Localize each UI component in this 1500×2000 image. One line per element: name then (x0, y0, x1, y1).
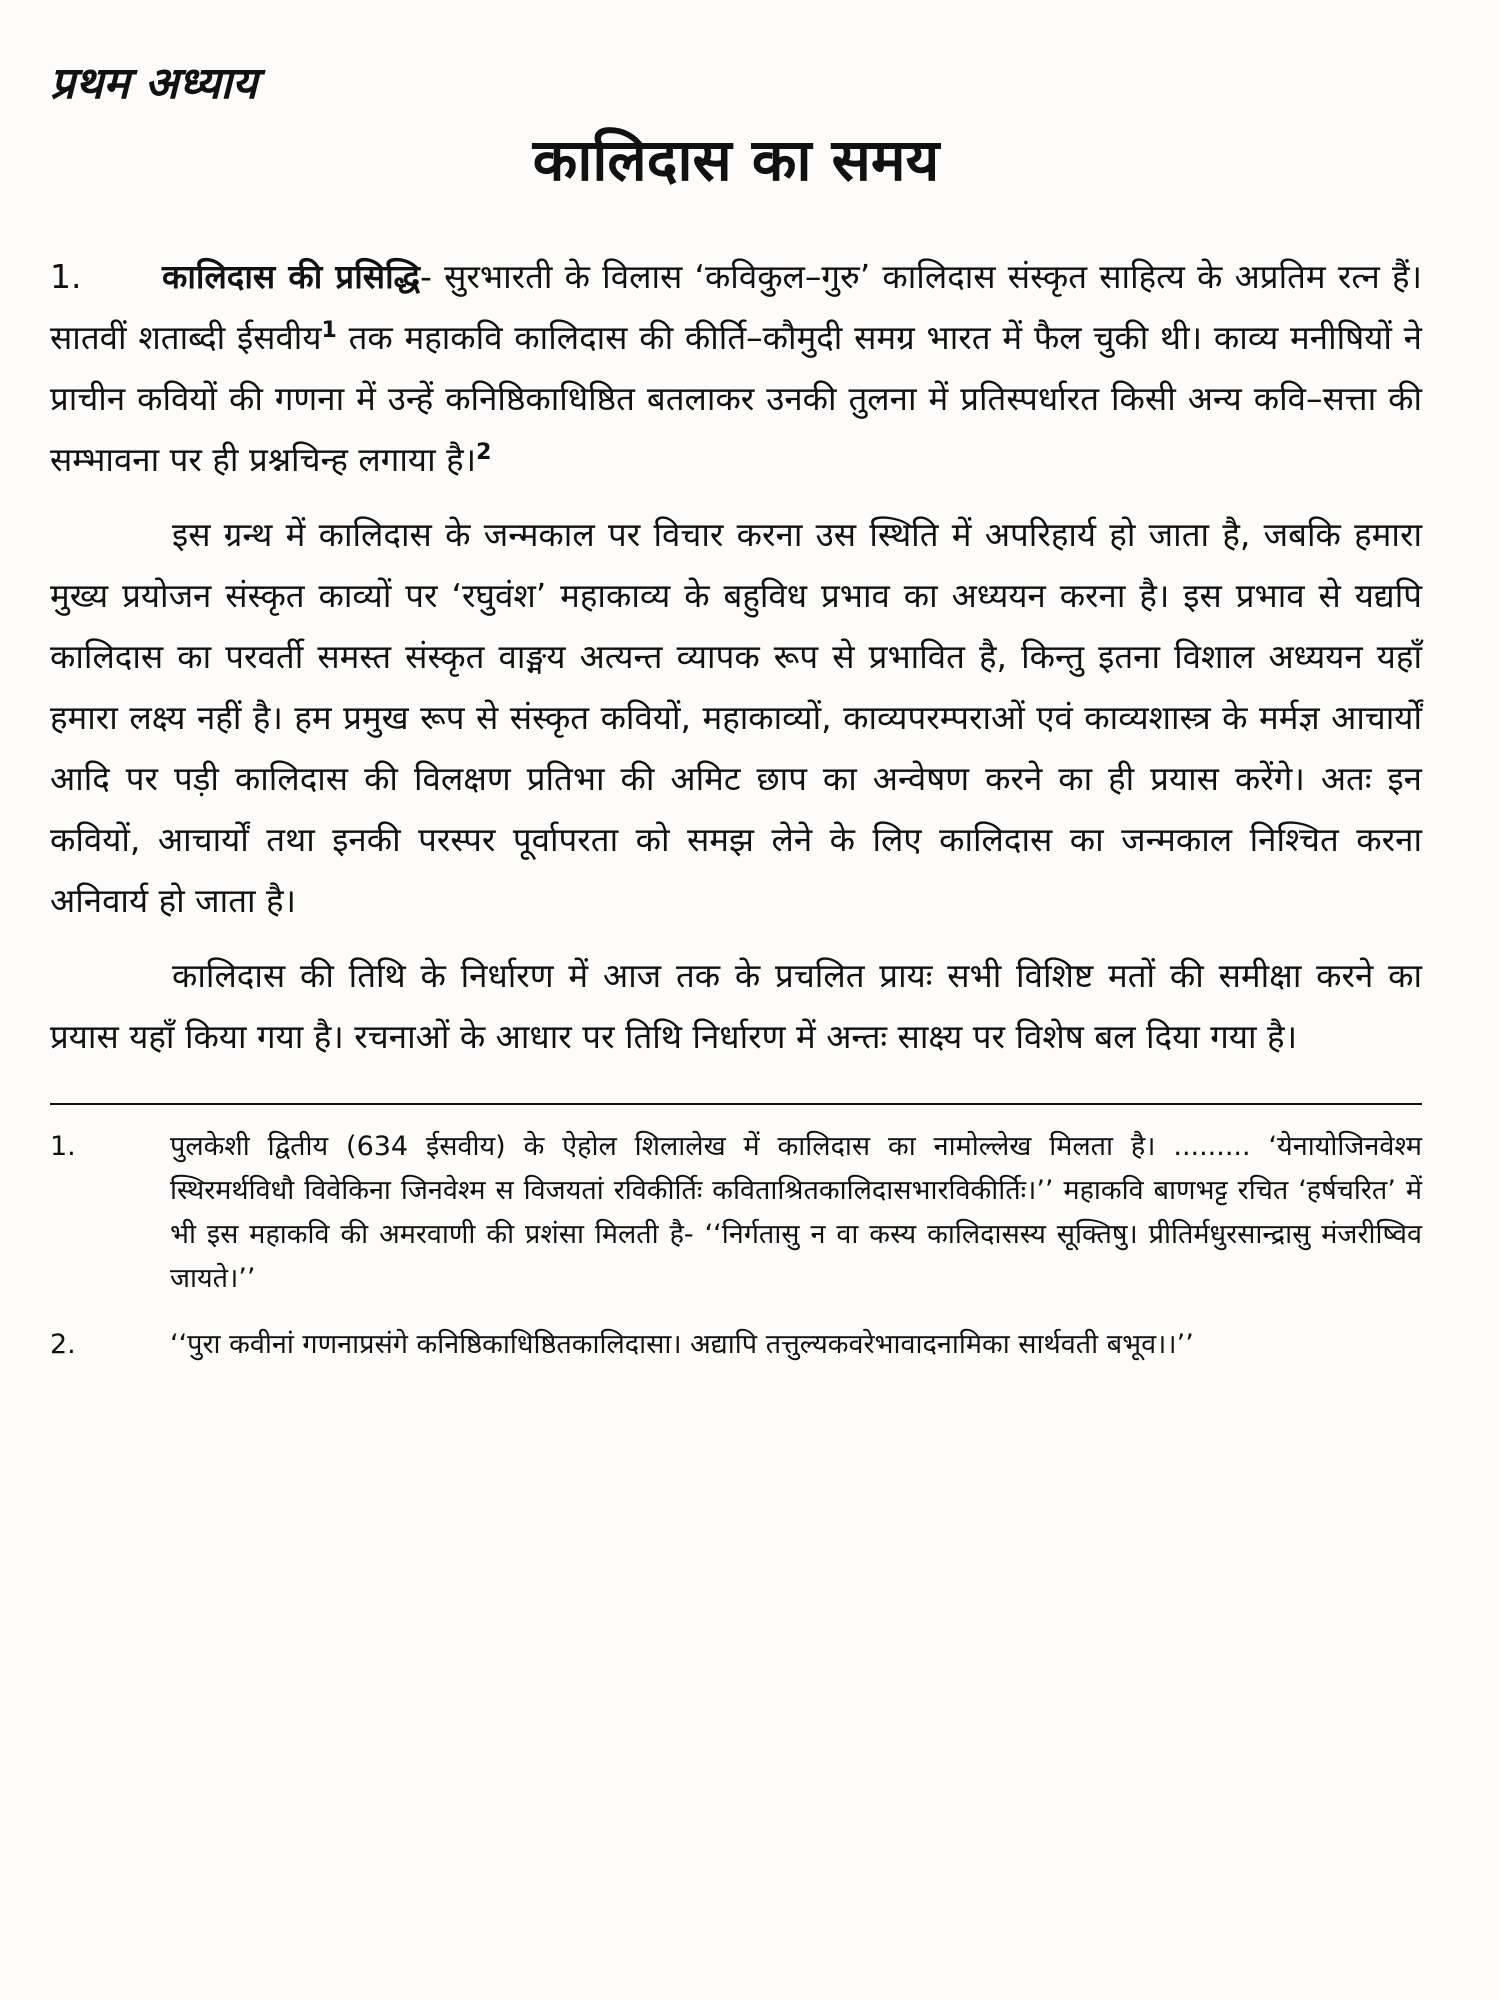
footnote-1 (50, 1125, 1422, 1301)
paragraph-2: इस ग्रन्थ में कालिदास के जन्मकाल पर विचार करना उस स्थिति में अपरिहार्य हो जाता है, जबकि हमारा मुख्य प्रयोजन संस्कृत काव्यों पर ‘रघुवंश’ महाकाव्य के बहुविध प्रभाव का अध्ययन करना है। इस प्रभाव से यद्यपि कालिदास का परवर्ती समस्त संस्कृत वाङ्मय अत्यन्त व्यापक रूप से प्रभावित है, किन्तु इतना विशाल अध्ययन यहाँ हमारा लक्ष्य नहीं है। हम प्रमुख रूप से संस्कृत कवियों, महाकाव्यों, काव्यपरम्पराओं एवं काव्यशास्त्र के मर्मज्ञ आचार्यों आदि पर पड़ी कालिदास की विलक्षण प्रतिभा की अमिट छाप का अन्वेषण करने का ही प्रयास करेंगे। अतः इन कवियों, आचार्यों तथा इनकी परस्पर पूर्वापरता को समझ लेने के लिए कालिदास का जन्मकाल निश्चित करना अनिवार्य हो जाता है। (50, 515, 1422, 920)
section-number: 1. (50, 257, 82, 296)
footnote-2 (50, 1323, 1422, 1367)
paragraph-3: कालिदास की तिथि के निर्धारण में आज तक के प्रचलित प्रायः सभी विशिष्ट मतों की समीक्षा करने का प्रयास यहाँ किया गया है। रचनाओं के आधार पर तिथि निर्धारण में अन्तः साक्ष्य पर विशेष बल दिया गया है। (50, 956, 1422, 1056)
paragraph-1-text-b: तक महाकवि कालिदास की कीर्ति–कौमुदी समग्र भारत में फैल चुकी थी। काव्य मनीषियों ने प्राचीन कवियों की गणना में उन्हें कनिष्ठिकाधिष्ठित बतलाकर उनकी तुलना में प्रतिस्पर्धारत किसी अन्य कवि–सत्ता की सम्भावना पर ही प्रश्नचिन्ह लगाया है। (50, 318, 1422, 479)
section-heading: कालिदास की प्रसिद्धि (162, 257, 420, 296)
footnotes (50, 1125, 1422, 1367)
chapter-title: कालिदास का समय (532, 126, 940, 194)
paragraph-1 (50, 246, 1422, 490)
footnote-divider (50, 1103, 1422, 1105)
footnote-text: पुलकेशी द्वितीय (634 ईसवीय) के ऐहोल शिलालेख में कालिदास का नामोल्लेख मिलता है। ......... ‘येनायोजिनवेश्म स्थिरमर्थविधौ विवेकिना जिनवेश्म स विजयतां रविकीर्तिः कविताश्रितकालिदासभारविकीर्तिः।’’ महाकवि बाणभट्ट रचित ‘हर्षचरित’ में भी इस महाकवि की अमरवाणी की प्रशंसा मिलती है- ‘‘निर्गतासु न वा कस्य कालिदासस्य सूक्तिषु। प्रीतिर्मधुरसान्द्रासु मंजरीष्विव जायते।’’ (170, 1131, 1422, 1294)
footnote-ref-1[interactable]: 1 (321, 318, 337, 343)
chapter-label: प्रथम अध्याय (50, 58, 258, 109)
main-text (50, 246, 1422, 1067)
footnote-text: ‘‘पुरा कवीनां गणनाप्रसंगे कनिष्ठिकाधिष्ठितकालिदासा। अद्यापि तत्तुल्यकवरेभावादनामिका सार्थवती बभूव।।’’ (170, 1329, 1194, 1360)
footnote-number: 1. (50, 1131, 76, 1162)
footnote-number: 2. (50, 1329, 76, 1360)
footnote-ref-2[interactable]: 2 (476, 440, 492, 465)
paragraph-1-text-a: - सुरभारती के विलास ‘कविकुल–गुरु’ कालिदास संस्कृत साहित्य के अप्रतिम रत्न हैं। सातवीं शताब्दी ईसवीय (50, 257, 1422, 357)
